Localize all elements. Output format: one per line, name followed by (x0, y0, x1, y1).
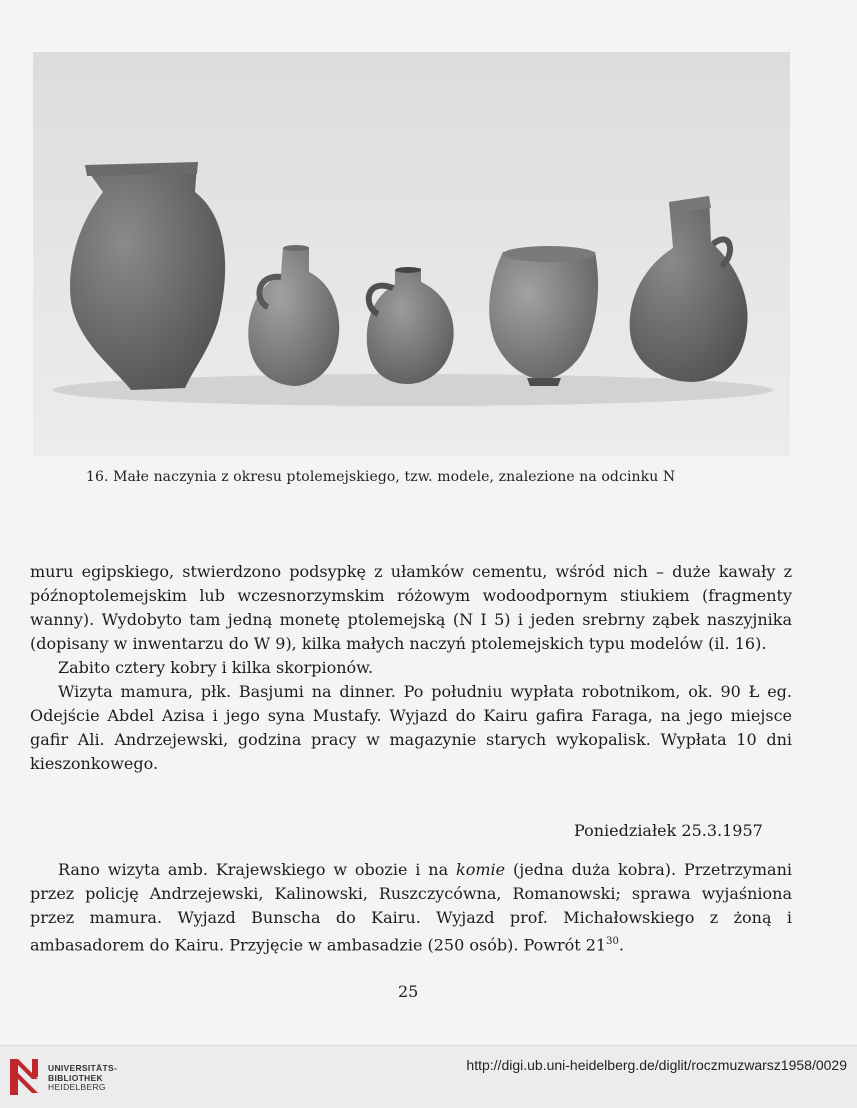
date-heading: Poniedziałek 25.3.1957 (574, 821, 763, 840)
library-name-line-2: BIBLIOTHEK (48, 1072, 103, 1083)
library-name-line-3: HEIDELBERG (48, 1082, 106, 1092)
figure-caption: 16. Małe naczynia z okresu ptolemejskiego, tzw. modele, znalezione na odcinku N (86, 469, 676, 485)
paragraph-2: Zabito cztery kobry i kilka skorpionów. (58, 658, 374, 677)
paragraph-4 (30, 858, 792, 957)
paragraph-4-superscript: 30 (606, 936, 619, 947)
paragraph-4-end: . (618, 935, 624, 955)
body-text-second (30, 858, 792, 957)
ub-heidelberg-logo-icon[interactable] (8, 1055, 44, 1099)
body-text (30, 560, 792, 776)
vessels-illustration (33, 52, 790, 456)
library-name-line-1: UNIVERSITÄTS- (48, 1063, 118, 1073)
paragraph-4-italic: komie (456, 860, 506, 879)
footer-bar (0, 1045, 857, 1108)
paragraph-3: Wizyta mamura, płk. Basjumi na dinner. Po południu wypłata robotnikom, ok. 90 Ł eg. Odejście Abdel Azisa i jego syna Mustafy. Wyjazd do Kairu gafira Faraga, na jego miejsce gafir Ali. Andrzejewski, godzina pracy w magazynie starych wykopalisk. Wypłata 10 dni kieszonkowego. (30, 682, 792, 773)
paragraph-4-part-1: Rano wizyta amb. Krajewskiego w obozie i na (58, 860, 457, 879)
library-name (48, 1064, 117, 1093)
paragraph-1: muru egipskiego, stwierdzono podsypkę z ułamków cementu, wśród nich – duże kawały z późnoptolemejskim lub wczesnorzymskim różowym wodoodpornym stiukiem (fragmenty wanny). Wydobyto tam jedną monetę ptolemejską (N I 5) i jeden srebrny ząbek naszyjnika (dopisany w inwentarzu do W 9), kilka małych naczyń ptolemejskich typu modelów (il. 16). (30, 562, 792, 653)
paragraph-4-part-2: (jedna duża kobra). Przetrzymani przez policję Andrzejewski, Kalinowski, Ruszczycówna, Romanowski; sprawa wyjaśniona przez mamura. Wyjazd Bunscha do Kairu. Wyjazd prof. Michałowskiego z żoną i ambasadorem do Kairu. Przyjęcie w ambasadzie (250 osób). Powrót 21 (30, 860, 792, 955)
page-number: 25 (398, 982, 419, 1001)
source-url-link[interactable]: http://digi.ub.uni-heidelberg.de/diglit/roczmuzwarsz1958/0029 (466, 1057, 847, 1073)
figure-photo-vessels (33, 52, 790, 456)
